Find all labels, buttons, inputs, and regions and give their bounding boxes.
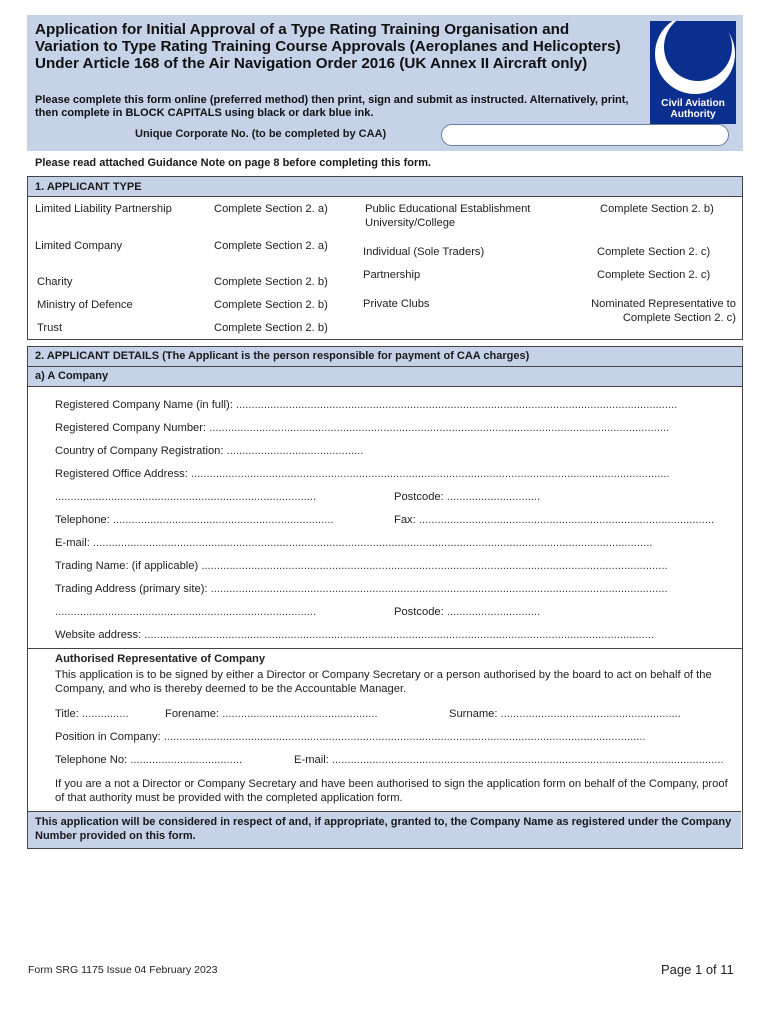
logo-line-2: Authority xyxy=(670,109,716,120)
form-instructions: Please complete this form online (preferred method) then print, sign and submit as instructed. Alternatively, print, then complete in BLOCK CAPITALS using black or dark blue ink. xyxy=(35,94,629,119)
auth-email-label: E-mail: xyxy=(294,754,329,766)
action-partnership: Complete Section 2. c) xyxy=(597,269,711,281)
forename-field[interactable]: Forename: .................................................. xyxy=(165,708,378,720)
section-applicant-details xyxy=(27,346,743,849)
trading-postcode-field[interactable]: Postcode: .............................. xyxy=(394,606,541,618)
applicant-type-partnership: Partnership xyxy=(363,269,421,281)
auth-email-field[interactable]: E-mail: .............................................................................................................................. xyxy=(294,754,724,766)
website-field[interactable]: Website address: .................................................................................................................................................................... xyxy=(55,629,655,641)
forename-label: Forename: xyxy=(165,708,220,720)
applicant-type-limited-company: Limited Company xyxy=(35,240,123,252)
telephone-label: Telephone: xyxy=(55,514,110,526)
caa-crescent-logo-icon xyxy=(650,21,736,99)
email-field[interactable]: E-mail: .................................................................................................................................................................................... xyxy=(55,537,653,549)
trading-postcode-label: Postcode: xyxy=(394,606,444,618)
form-header xyxy=(27,15,743,151)
applicant-type-private-clubs: Private Clubs xyxy=(363,298,430,310)
action-llp: Complete Section 2. a) xyxy=(214,203,328,215)
company-name-field[interactable]: Registered Company Name (in full): .............................................................................................................................................. xyxy=(55,399,678,411)
section-applicant-type xyxy=(27,176,743,340)
trading-name-field[interactable]: Trading Name: (if applicable) ...................................................................................................................................................... xyxy=(55,560,668,572)
action-individual: Complete Section 2. c) xyxy=(597,246,711,258)
trading-address-label: Trading Address (primary site): xyxy=(55,583,208,595)
action-limited-company: Complete Section 2. a) xyxy=(214,240,328,252)
action-trust: Complete Section 2. b) xyxy=(214,322,328,334)
company-name-label: Registered Company Name (in full): xyxy=(55,399,233,411)
auth-note: If you are a not a Director or Company Secretary and have been authorised to sign the application form on behalf of the Company, proof of that authority must be provided with the completed application form. xyxy=(55,778,728,804)
action-mod: Complete Section 2. b) xyxy=(214,299,328,311)
position-field[interactable]: Position in Company: ........................................................................................................................................................... xyxy=(55,731,646,743)
website-label: Website address: xyxy=(55,629,142,641)
email-label: E-mail: xyxy=(55,537,90,549)
office-address-field[interactable]: Registered Office Address: .......................................................................................................................................................... xyxy=(55,468,670,480)
applicant-type-individual: Individual (Sole Traders) xyxy=(363,246,485,258)
surname-field[interactable]: Surname: .......................................................... xyxy=(449,708,681,720)
form-title: Application for Initial Approval of a Type Rating Training Organisation and Variation to Type Rating Training Course Approvals (Aeroplanes and Helicopters) Under Article 168 of the Air Navigation Order 2016 (UK Annex II Aircraft only) xyxy=(35,21,621,72)
title-field[interactable]: Title: ............... xyxy=(55,708,129,720)
applicant-type-public-education: Public Educational Establishment University/College xyxy=(365,203,531,229)
postcode-field[interactable]: Postcode: .............................. xyxy=(394,491,541,503)
applicant-type-trust: Trust xyxy=(37,322,63,334)
section-2-heading: 2. APPLICANT DETAILS (The Applicant is the person responsible for payment of CAA charges) xyxy=(28,347,742,367)
auth-heading: Authorised Representative of Company xyxy=(55,653,266,665)
logo-line-1: Civil Aviation xyxy=(661,98,725,109)
fax-field[interactable]: Fax: ............................................................................................... xyxy=(394,514,715,526)
action-charity: Complete Section 2. b) xyxy=(214,276,328,288)
ucn-input[interactable] xyxy=(441,124,729,146)
office-address-line2-field[interactable]: .................................................................................... xyxy=(55,491,317,503)
auth-divider xyxy=(28,648,742,649)
trading-name-label: Trading Name: (if applicable) xyxy=(55,560,199,572)
logo-wordmark xyxy=(650,98,736,120)
applicant-type-mod: Ministry of Defence xyxy=(37,299,133,311)
action-private-clubs: Nominated Representative to Complete Section 2. c) xyxy=(591,298,736,324)
fax-label: Fax: xyxy=(394,514,416,526)
telephone-field[interactable]: Telephone: ....................................................................... xyxy=(55,514,334,526)
page-number: Page 1 of 11 xyxy=(661,962,734,977)
ucn-label: Unique Corporate No. (to be completed by CAA) xyxy=(135,128,387,140)
auth-text: This application is to be signed by either a Director or Company Secretary or a person authorised by the board to act on behalf of the Company, and who is thereby deemed to be the Accountable Manager. xyxy=(55,669,712,695)
form-id: Form SRG 1175 Issue 04 February 2023 xyxy=(28,964,218,976)
postcode-label: Postcode: xyxy=(394,491,444,503)
action-public-education: Complete Section 2. b) xyxy=(600,203,714,215)
applicant-type-charity: Charity xyxy=(37,276,73,288)
auth-telephone-field[interactable]: Telephone No: .................................... xyxy=(55,754,243,766)
section-2a-heading: a) A Company xyxy=(28,367,742,387)
company-number-field[interactable]: Registered Company Number: .................................................................................................................................................... xyxy=(55,422,670,434)
applicant-type-llp: Limited Liability Partnership xyxy=(35,203,172,215)
surname-label: Surname: xyxy=(449,708,498,720)
country-label: Country of Company Registration: xyxy=(55,445,224,457)
trading-address-field[interactable]: Trading Address (primary site): ................................................................................................................................................... xyxy=(55,583,668,595)
caa-logo xyxy=(650,21,736,124)
company-number-label: Registered Company Number: xyxy=(55,422,207,434)
country-field[interactable]: Country of Company Registration: ............................................ xyxy=(55,445,364,457)
auth-telephone-label: Telephone No: xyxy=(55,754,128,766)
section-1-heading: 1. APPLICANT TYPE xyxy=(28,177,742,197)
trading-address-line2-field[interactable]: .................................................................................... xyxy=(55,606,317,618)
position-label: Position in Company: xyxy=(55,731,161,743)
final-note: This application will be considered in respect of and, if appropriate, granted to, the Company Name as registered under the Company Number provided on this form. xyxy=(28,811,741,848)
title-label: Title: xyxy=(55,708,79,720)
guidance-note: Please read attached Guidance Note on page 8 before completing this form. xyxy=(35,157,432,169)
office-address-label: Registered Office Address: xyxy=(55,468,188,480)
